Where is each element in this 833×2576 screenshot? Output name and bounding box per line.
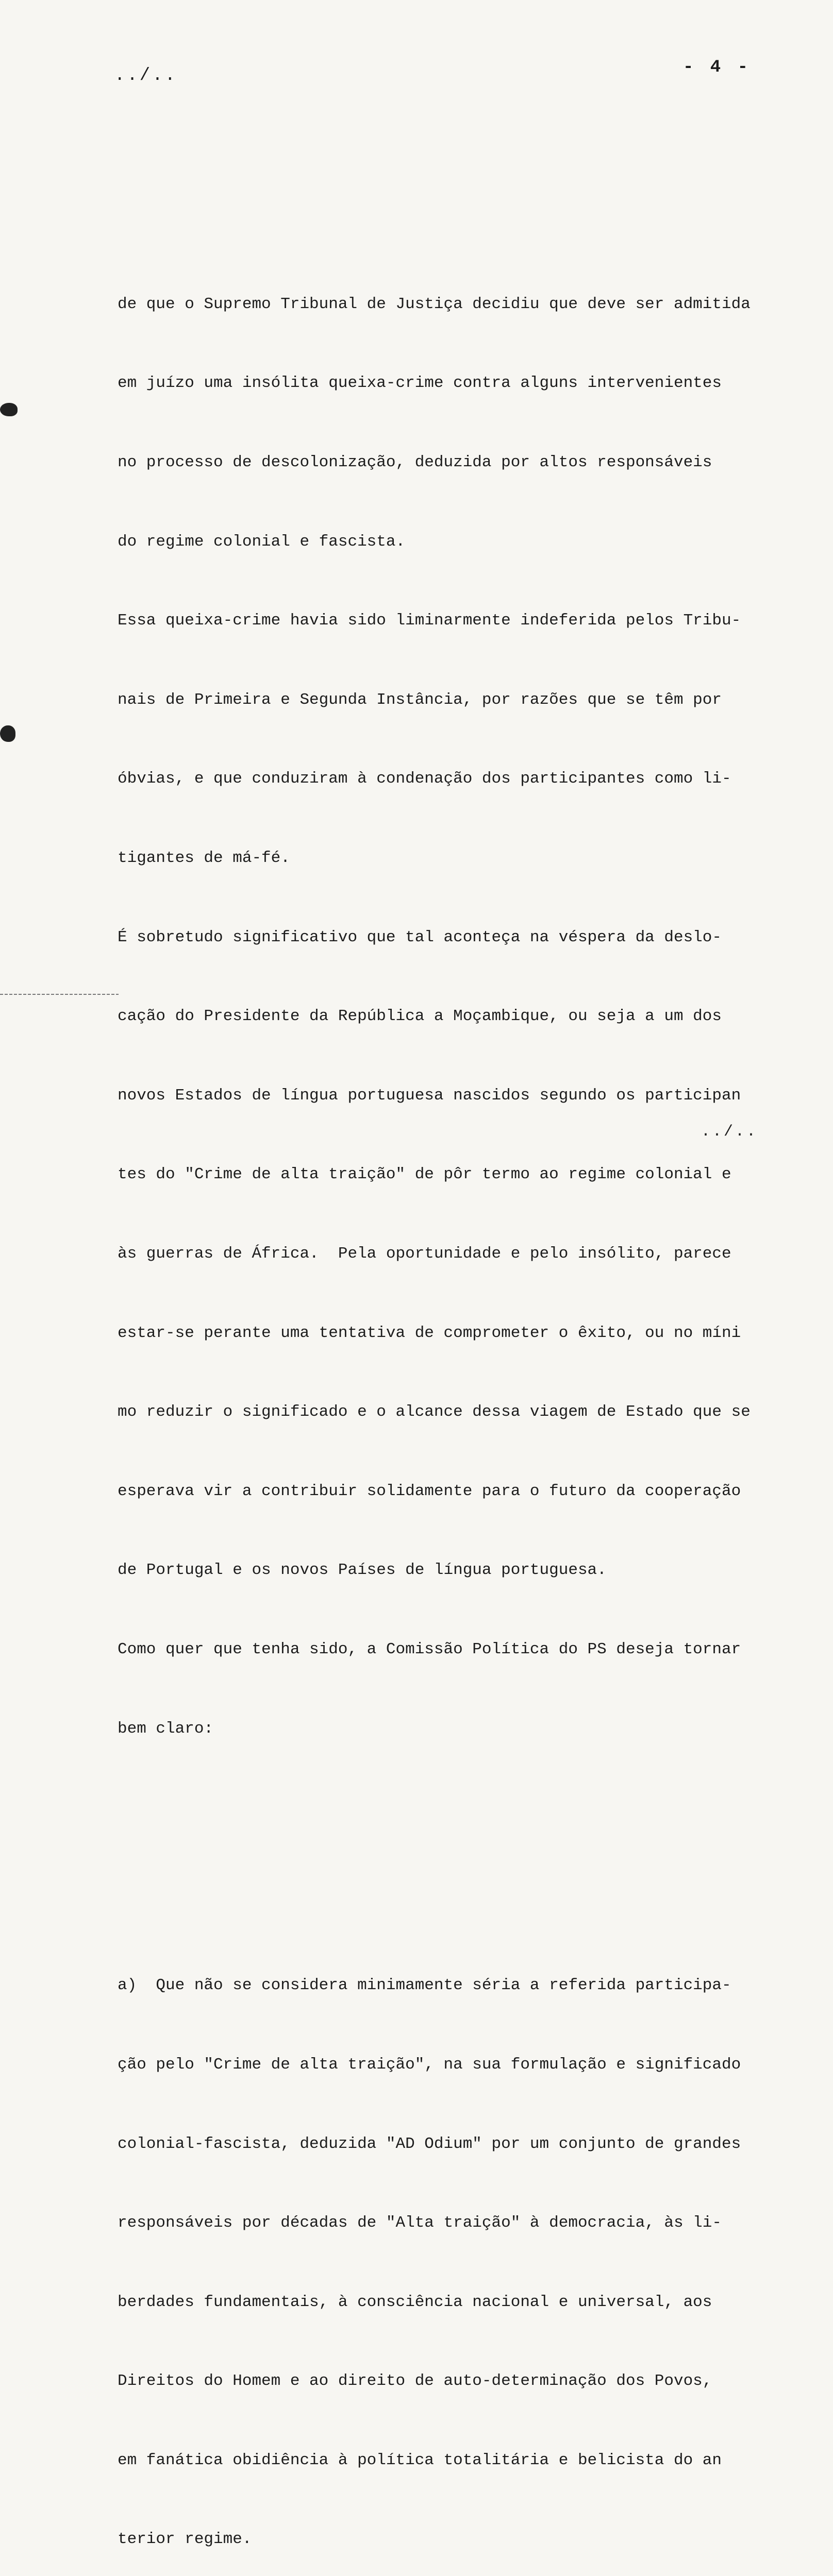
continuation-mark-top: ../.. [114,66,178,86]
text-line: às guerras de África. Pela oportunidade e pelo insólito, parece [118,1244,731,1263]
text-line: tes do "Crime de alta traição" de pôr termo ao regime colonial e [118,1165,731,1184]
document-body [118,185,803,2576]
paragraph-gap [118,1848,803,1867]
margin-smudge-2 [0,725,15,742]
text-line: Direitos do Homem e ao direito de auto-determinação dos Povos, [118,2372,712,2391]
text-line: esperava vir a contribuir solidamente para o futuro da cooperação [118,1482,741,1500]
text-line: cação do Presidente da República a Moçambique, ou seja a um dos [118,1007,722,1026]
text-line: no processo de descolonização, deduzida por altos responsáveis [118,453,712,471]
text-line: tigantes de má-fé. [118,849,290,867]
paragraph-intro [118,238,803,1794]
text-line: em fanática obidiência à política totalitária e belicista do an [118,2451,722,2469]
text-line: berdades fundamentais, à consciência nacional e universal, aos [118,2293,712,2311]
item-a [118,1920,803,2576]
dashed-rule [0,994,119,995]
text-line: de que o Supremo Tribunal de Justiça decidiu que deve ser admitida [118,295,751,313]
text-line: nais de Primeira e Segunda Instância, por razões que se têm por [118,690,722,709]
text-line: ção pelo "Crime de alta traição", na sua formulação e significado [118,2055,741,2074]
continuation-mark-bottom: ../.. [701,1123,758,1141]
margin-smudge-1 [0,403,18,416]
text-line: em juízo uma insólita queixa-crime contra alguns intervenientes [118,374,722,393]
text-line: responsáveis por décadas de "Alta traição" à democracia, às li- [118,2214,722,2232]
text-line: Essa queixa-crime havia sido liminarmente indeferida pelos Tribu- [118,612,741,630]
text-line: óbvias, e que conduziram à condenação dos participantes como li- [118,770,731,788]
text-line: a) Que não se considera minimamente séria a referida participa- [118,1976,731,1995]
page-number: - 4 - [683,58,752,77]
text-line: de Portugal e os novos Países de língua portuguesa. [118,1561,607,1580]
text-line: estar-se perante uma tentativa de comprometer o êxito, ou no míni [118,1324,741,1342]
text-line: do regime colonial e fascista. [118,532,406,551]
text-line: colonial-fascista, deduzida "AD Odium" por um conjunto de grandes [118,2134,741,2153]
text-line: mo reduzir o significado e o alcance dessa viagem de Estado que se [118,1403,751,1421]
text-line: É sobretudo significativo que tal aconteça na véspera da deslo- [118,928,722,946]
text-line: novos Estados de língua portuguesa nascidos segundo os participan [118,1086,741,1105]
text-line: terior regime. [118,2530,252,2549]
text-line: bem claro: [118,1719,214,1738]
text-line: Como quer que tenha sido, a Comissão Política do PS deseja tornar [118,1640,741,1658]
